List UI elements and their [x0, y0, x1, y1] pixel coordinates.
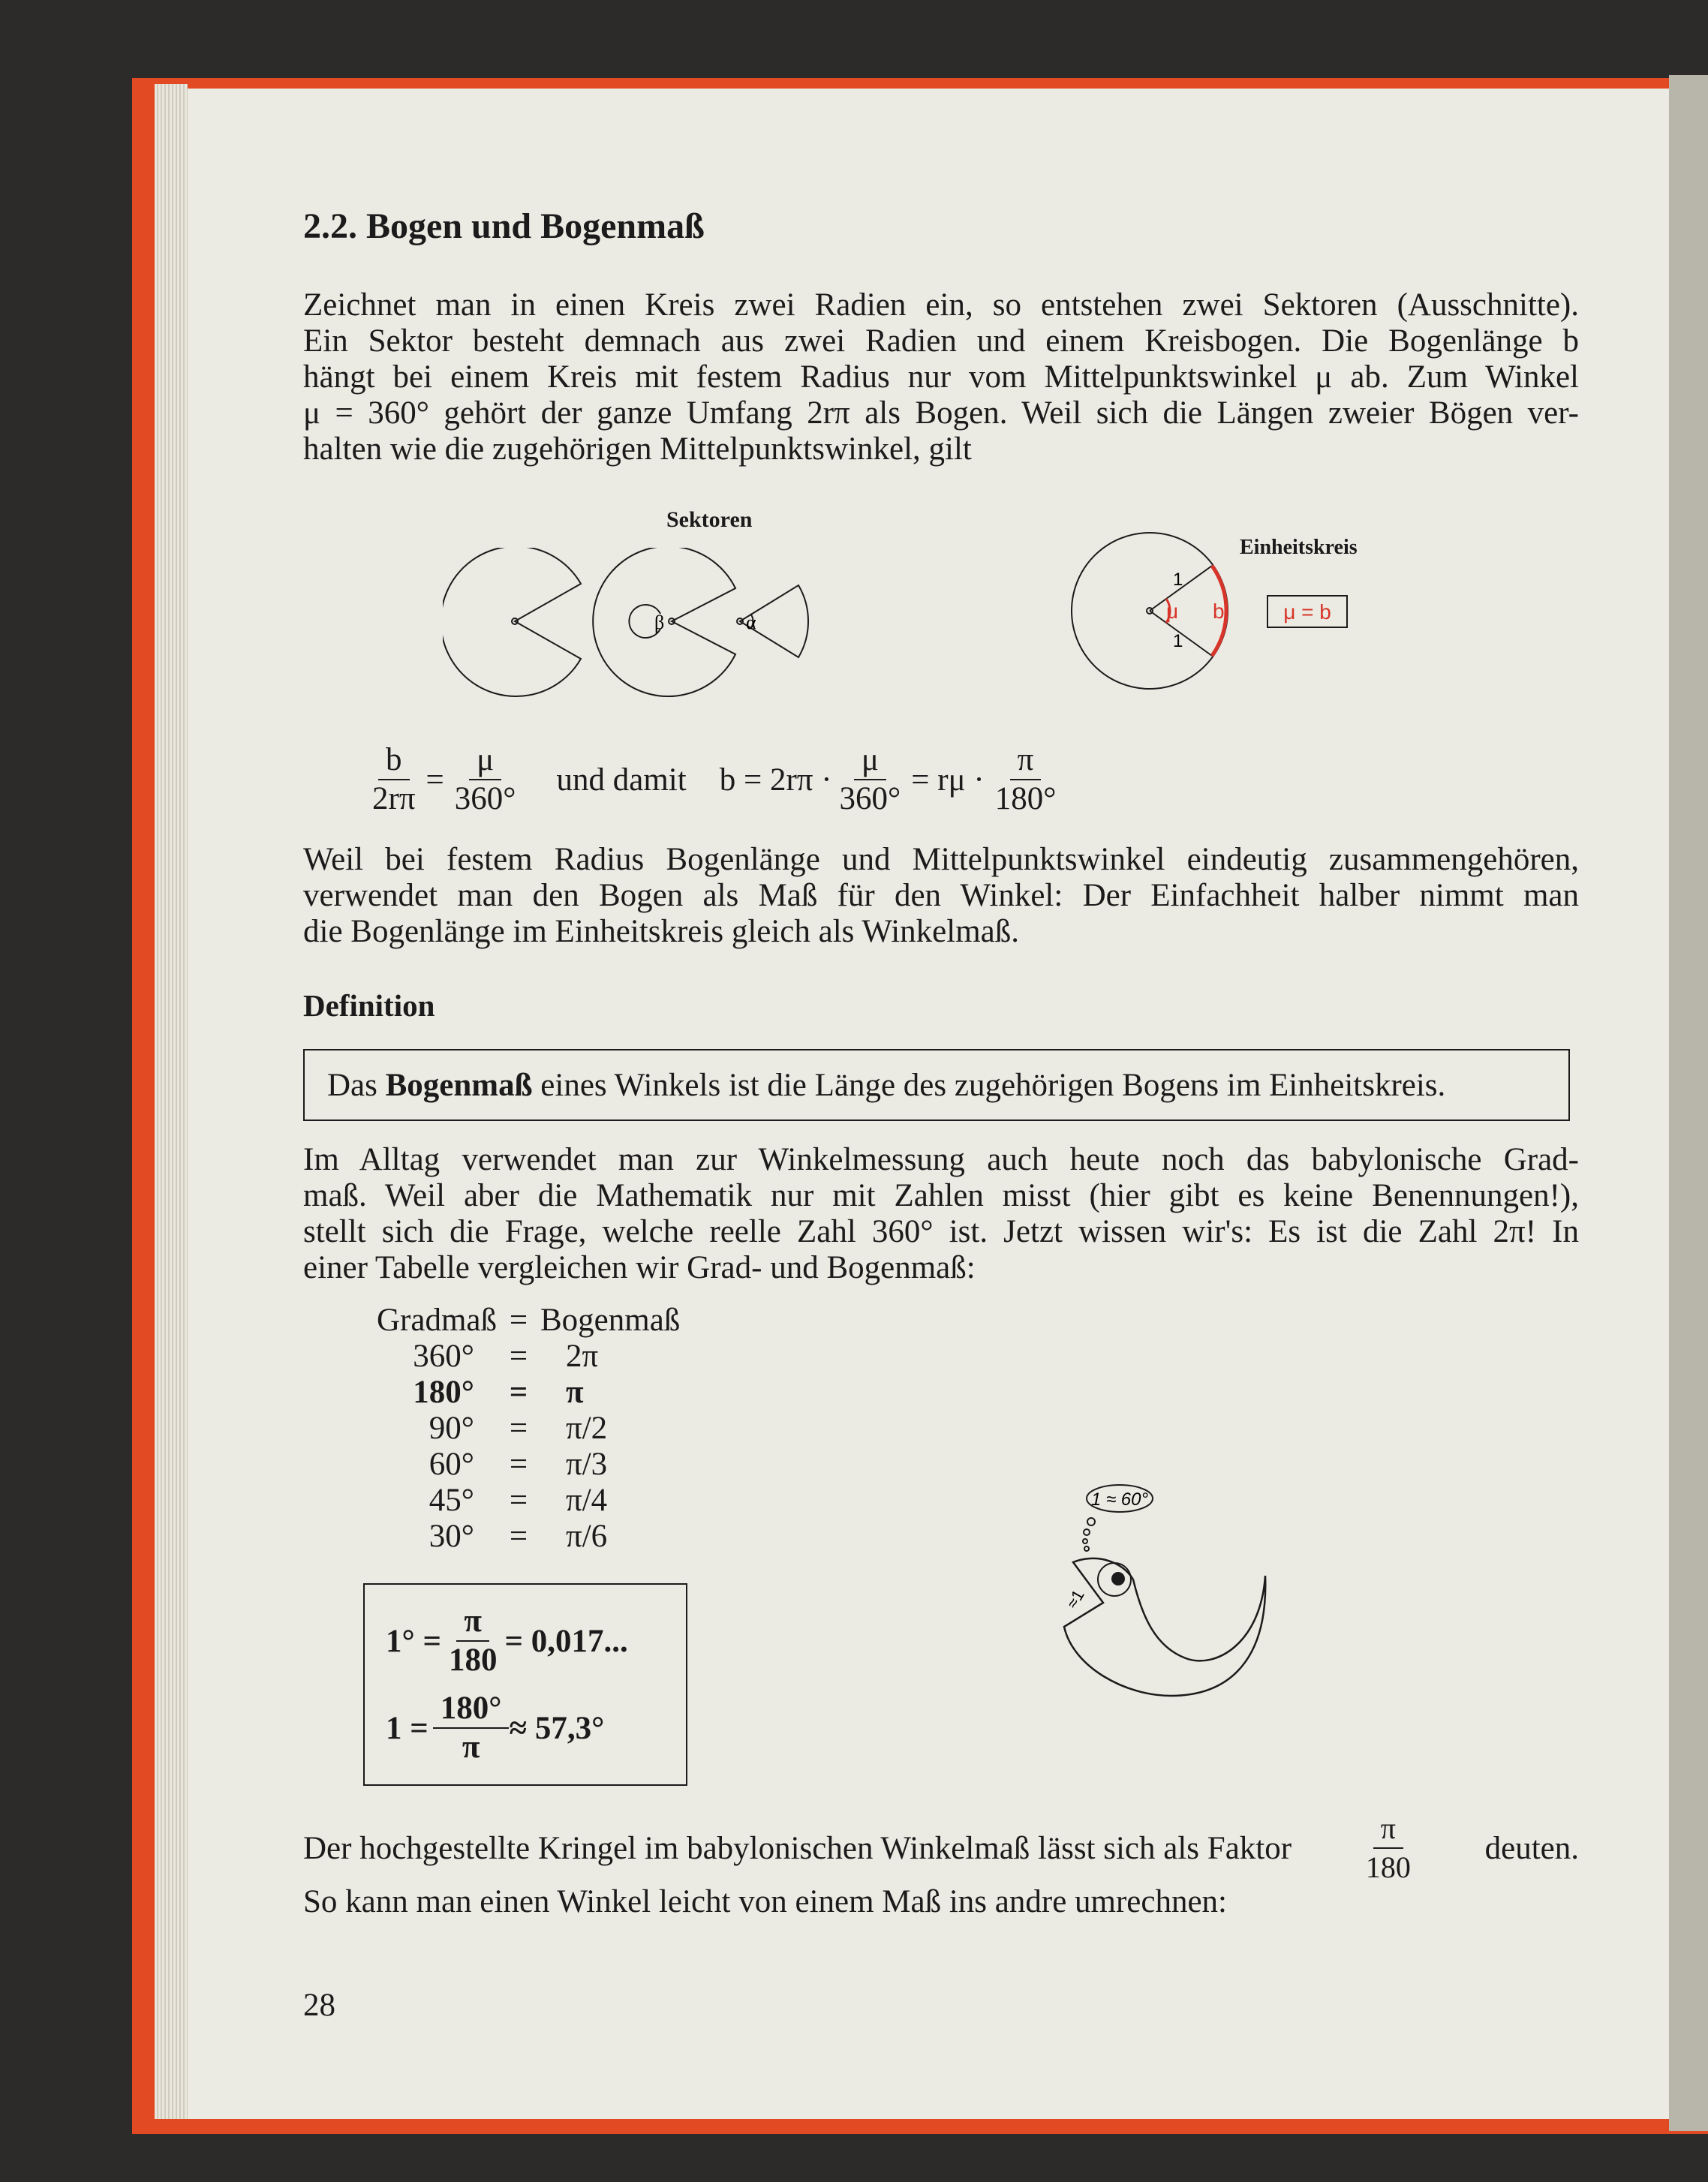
unit-circle-figure [1066, 527, 1366, 699]
conversion-row: 1° = $\frac{\pi}{180}$ = 0,017... [386, 1603, 628, 1678]
page-number: 28 [303, 1988, 335, 2023]
fraction: $\frac{\mu}{360^\circ}$ [454, 742, 516, 816]
table-row: 360° = 2π [413, 1339, 599, 1374]
mu-equals-b-label: μ = b [1283, 600, 1331, 624]
fraction: $\frac{\pi}{180}$ [448, 1603, 498, 1678]
beta-label: β [654, 612, 665, 633]
table-row: 30° = π/6 [429, 1519, 608, 1554]
intro-line: halten wie die zugehörigen Mittelpunktswinkel, gilt [303, 431, 972, 467]
thought-bubble-text: 1 ≈ 60° [1090, 1489, 1149, 1510]
intro-line: Ein Sektor besteht demnach aus zwei Radien und einem Kreisbogen. Die Bogenlänge b [303, 323, 1579, 359]
page-edges [155, 84, 188, 2119]
table-header: Gradmaß = Bogenmaß [377, 1303, 681, 1338]
definition-box: Das Bogenmaß eines Winkels ist die Länge des zugehörigen Bogens im Einheitskreis. [303, 1049, 1570, 1121]
arc-length-formula: $\frac{b}{2r\pi}$ = $\frac{\mu}{360^\circ}$ und damit b = 2rπ · $\frac{\mu}{360^\circ}$ = rμ · $\frac{\pi}{180^\circ}$ [365, 741, 1063, 818]
table-row: 180° = π [413, 1375, 584, 1410]
fraction: $\frac{180^\circ}{\pi}$ [433, 1690, 510, 1766]
paragraph-3 [303, 1142, 1579, 1286]
para-line: einer Tabelle vergleichen wir Grad- und Bogenmaß: [303, 1250, 976, 1285]
paragraph-2 [303, 842, 1579, 950]
conversion-row: 1 = $\frac{180^\circ}{\pi}$ ≈ 57,3° [386, 1691, 605, 1765]
fraction: $\frac{b}{2r\pi}$ [372, 742, 416, 816]
para-line: stellt sich die Frage, welche reelle Zahl 360° ist. Jetzt wissen wir's: Es ist die Zahl 2π! In [303, 1214, 1579, 1249]
sectors-figure [443, 548, 818, 698]
paragraph-4: Der hochgestellte Kringel im babylonischen Winkelmaß lässt sich als Faktor $\frac{\pi}{180}$ deuten. [303, 1810, 1579, 1886]
intro-paragraph [303, 287, 1579, 467]
table-row: 90° = π/2 [429, 1411, 608, 1446]
para-line: Im Alltag verwendet man zur Winkelmessung auch heute noch das babylonische Grad- [303, 1142, 1579, 1177]
radius-label: 1 [1173, 570, 1183, 590]
fraction: $\frac{\mu}{360^\circ}$ [839, 742, 901, 816]
pacman-cartoon [1043, 1471, 1283, 1718]
fraction: $\frac{\pi}{180^\circ}$ [994, 742, 1057, 816]
conversion-box [363, 1583, 687, 1786]
intro-line: μ = 360° gehört der ganze Umfang 2rπ als Bogen. Weil sich die Längen zweier Bögen ver- [303, 395, 1579, 431]
sectors-caption: Sektoren [666, 507, 753, 532]
para-line: die Bogenlänge im Einheitskreis gleich als Winkelmaß. [303, 914, 1019, 949]
angle-label: μ [1166, 600, 1179, 623]
mouth-label: ≈1 [1062, 1586, 1088, 1612]
para-line: Weil bei festem Radius Bogenlänge und Mittelpunktswinkel eindeutig zusammengehören, [303, 842, 1579, 877]
fraction: $\frac{\pi}{180}$ [1365, 1811, 1411, 1884]
arc-label: b [1213, 600, 1225, 623]
degree-radian-table [362, 1303, 680, 1555]
next-page-edge [1669, 75, 1708, 2131]
intro-line: Zeichnet man in einen Kreis zwei Radien ein, so entstehen zwei Sektoren (Ausschnitte). [303, 287, 1579, 323]
intro-line: hängt bei einem Kreis mit festem Radius nur vom Mittelpunktswinkel μ ab. Zum Winkel [303, 359, 1579, 395]
radius-label: 1 [1173, 631, 1183, 651]
connector-text: und damit [556, 762, 687, 798]
section-title: 2.2. Bogen und Bogenmaß [303, 206, 705, 246]
table-row: 60° = π/3 [429, 1447, 608, 1482]
paragraph-5: So kann man einen Winkel leicht von einem Maß ins andre umrechnen: [303, 1884, 1228, 1919]
para-line: maß. Weil aber die Mathematik nur mit Zahlen misst (hier gibt es keine Benennungen!), [303, 1178, 1579, 1213]
alpha-label: α [746, 612, 756, 633]
table-row: 45° = π/4 [429, 1483, 608, 1518]
definition-heading: Definition [303, 988, 435, 1023]
unit-circle-caption: Einheitskreis [1240, 536, 1358, 559]
definition-term: Bogenmaß [385, 1068, 533, 1103]
para-line: verwendet man den Bogen als Maß für den Winkel: Der Einfachheit halber nimmt man [303, 878, 1579, 913]
